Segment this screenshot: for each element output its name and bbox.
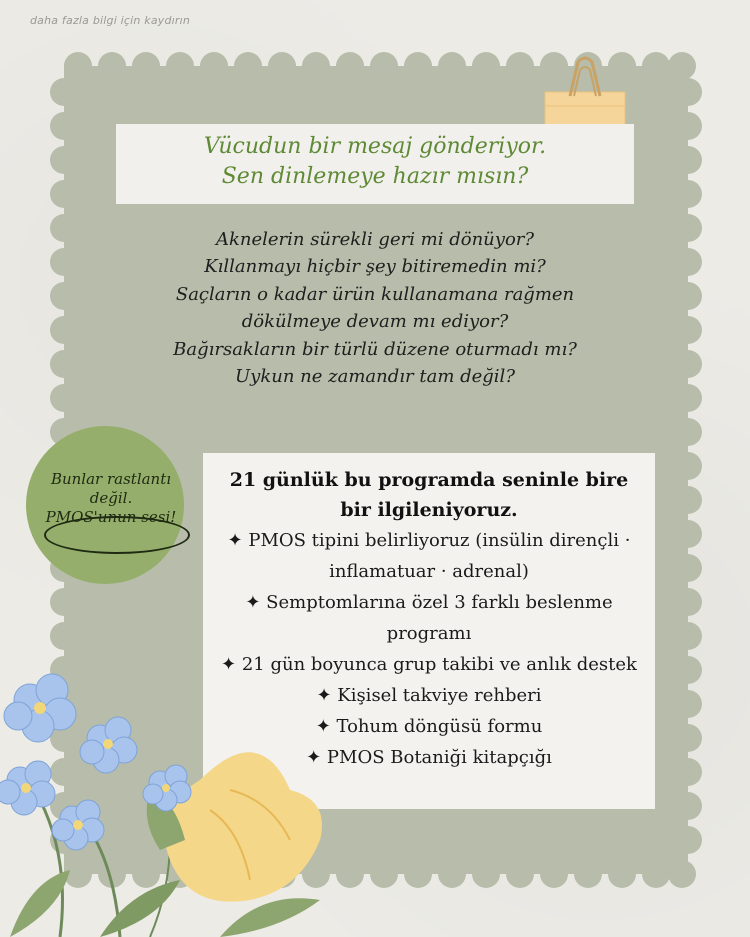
badge-line-2: değil. — [89, 489, 133, 507]
title-line-2: Sen dinlemeye hazır mısın? — [221, 164, 529, 189]
program-item: ✦ PMOS tipini belirliyoruz (insülin dirençli · inflamatuar · adrenal) — [227, 530, 631, 582]
program-item: ✦ Tohum döngüsü formu — [315, 716, 543, 737]
badge-line-1: Bunlar rastlantı — [50, 470, 172, 488]
question-line: Aknelerin sürekli geri mi dönüyor? — [215, 229, 535, 250]
program-item: ✦ PMOS Botaniği kitapçığı — [306, 747, 552, 768]
question-line: Uykun ne zamandır tam değil? — [235, 366, 515, 388]
badge-text — [36, 470, 186, 527]
scroll-hint: daha fazla bilgi için kaydırın — [30, 14, 191, 27]
question-line: dökülmeye devam mı ediyor? — [241, 311, 509, 333]
questions-block — [130, 226, 620, 390]
question-line: Kıllanmayı hiçbir şey bitiremedin mi? — [204, 256, 546, 278]
program-item: ✦ Semptomlarına özel 3 farklı beslenme programı — [245, 592, 613, 644]
program-heading: 21 günlük bu programda seninle bire bir ilgileniyoruz. — [229, 469, 629, 521]
question-line: Bağırsakların bir türlü düzene oturmadı mı? — [173, 338, 577, 360]
program-item: ✦ 21 gün boyunca grup takibi ve anlık destek — [221, 654, 637, 675]
program-item: ✦ Kişisel takviye rehberi — [316, 685, 542, 706]
badge-line-3: PMOS'unun sesi! — [45, 508, 177, 526]
forget-me-not-flowers-icon — [0, 640, 400, 937]
question-line: Saçların o kadar ürün kullanamana rağmen — [175, 283, 575, 305]
title-card — [116, 124, 634, 204]
title-line-1: Vücudun bir mesaj gönderiyor. — [203, 134, 547, 159]
